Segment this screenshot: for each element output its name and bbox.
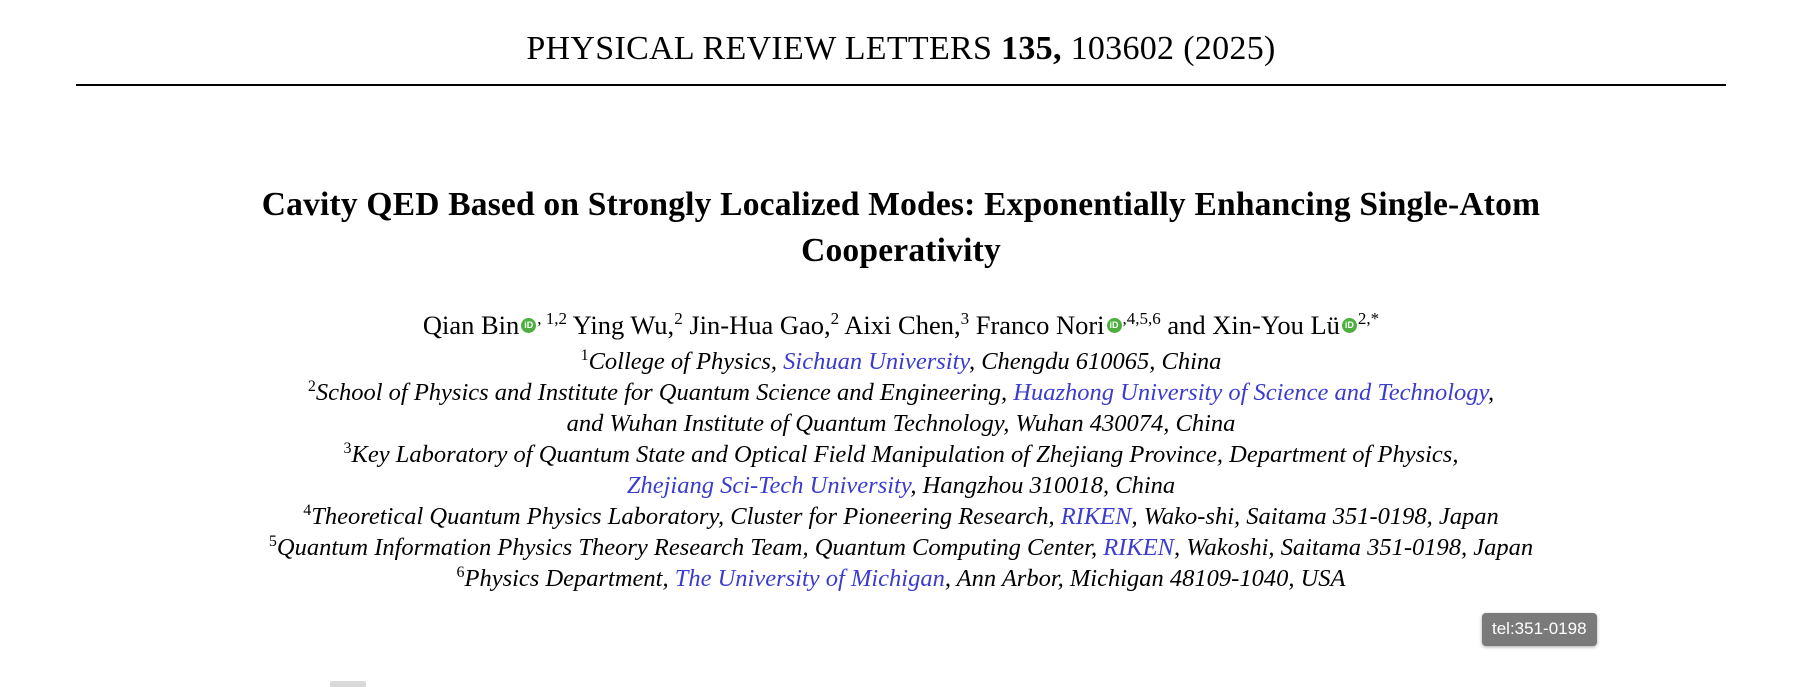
affiliation-6: [91, 563, 1711, 594]
author-affil-marker: 3: [960, 309, 970, 329]
author-list: [121, 308, 1681, 342]
affiliation-marker: 6: [456, 563, 465, 581]
affiliation-marker: 4: [303, 501, 312, 519]
author-affil-marker: 2: [674, 309, 683, 329]
affiliation-2-cont: [91, 408, 1711, 439]
author-ying-wu[interactable]: Ying Wu,: [572, 310, 675, 340]
orcid-icon[interactable]: [521, 318, 536, 333]
affiliation-text-pre: Theoretical Quantum Physics Laboratory, Cluster for Pioneering Research,: [311, 503, 1061, 530]
affiliation-text-post: , Ann Arbor, Michigan 48109-1040, USA: [944, 565, 1346, 592]
affiliation-3-cont: [91, 470, 1711, 501]
affiliation-text-post: , Chengdu 610065, China: [968, 348, 1222, 375]
affiliation-text-post: ,: [1488, 379, 1495, 406]
author-qian-bin[interactable]: Qian Bin: [422, 310, 520, 340]
institution-link[interactable]: RIKEN: [1103, 534, 1175, 561]
institution-link[interactable]: Zhejiang Sci-Tech University: [626, 472, 911, 499]
affiliation-text-pre: and Wuhan Institute of Quantum Technology, Wuhan 430074, China: [566, 410, 1236, 437]
header-divider: [76, 84, 1726, 86]
affiliation-text-pre: Physics Department,: [464, 565, 675, 592]
link-tooltip: tel:351-0198: [1482, 613, 1597, 646]
affiliation-4: [91, 501, 1711, 532]
author-affil-marker: 2: [830, 309, 840, 329]
affiliation-marker: 2: [307, 377, 316, 395]
journal-article-number: 103602: [1070, 30, 1175, 67]
affiliation-text-pre: Quantum Information Physics Theory Research Team, Quantum Computing Center,: [276, 534, 1104, 561]
affiliation-text-pre: College of Physics,: [588, 348, 784, 375]
author-affil-marker: , 1,2: [537, 309, 568, 329]
journal-name: PHYSICAL REVIEW LETTERS: [526, 30, 993, 67]
affiliation-text-pre: School of Physics and Institute for Quantum Science and Engineering,: [315, 379, 1014, 406]
author-conjunction: and: [1167, 310, 1206, 340]
affiliation-text-post: , Wakoshi, Saitama 351-0198, Japan: [1174, 534, 1534, 561]
author-jin-hua-gao[interactable]: Jin-Hua Gao,: [689, 310, 831, 340]
orcid-icon[interactable]: [1107, 318, 1122, 333]
author-affil-marker: ,4,5,6: [1122, 309, 1161, 329]
affiliation-5: [91, 532, 1711, 563]
affiliation-1: [91, 346, 1711, 377]
affiliation-text-post: , Wako-shi, Saitama 351-0198, Japan: [1131, 503, 1499, 530]
affiliation-marker: 5: [268, 532, 277, 550]
affiliation-2: [91, 377, 1711, 408]
page-title: Cavity QED Based on Strongly Localized Modes: Exponentially Enhancing Single-Atom Cooperativity: [261, 186, 1541, 269]
affiliation-3: [91, 439, 1711, 470]
author-aixi-chen[interactable]: Aixi Chen,: [844, 310, 961, 340]
journal-year: (2025): [1183, 30, 1276, 67]
affiliation-text-pre: Key Laboratory of Quantum State and Optical Field Manipulation of Zhejiang Province, Department of Physics,: [351, 441, 1459, 468]
orcid-icon[interactable]: [1342, 318, 1357, 333]
institution-link[interactable]: The University of Michigan: [674, 565, 945, 592]
institution-link[interactable]: RIKEN: [1060, 503, 1132, 530]
author-franco-nori[interactable]: Franco Nori: [975, 310, 1105, 340]
journal-header: [0, 0, 1802, 68]
affiliation-marker: 3: [343, 439, 352, 457]
author-affil-marker: 2,*: [1357, 309, 1380, 329]
affiliation-text-post: , Hangzhou 310018, China: [910, 472, 1176, 499]
page-bottom-stub: [330, 681, 366, 687]
journal-volume: 135,: [1001, 30, 1062, 67]
author-xin-you-lu[interactable]: Xin-You Lü: [1212, 310, 1340, 340]
affiliation-list: [91, 346, 1711, 594]
institution-link[interactable]: Sichuan University: [783, 348, 969, 375]
institution-link[interactable]: Huazhong University of Science and Technology: [1013, 379, 1489, 406]
affiliation-marker: 1: [580, 346, 589, 364]
